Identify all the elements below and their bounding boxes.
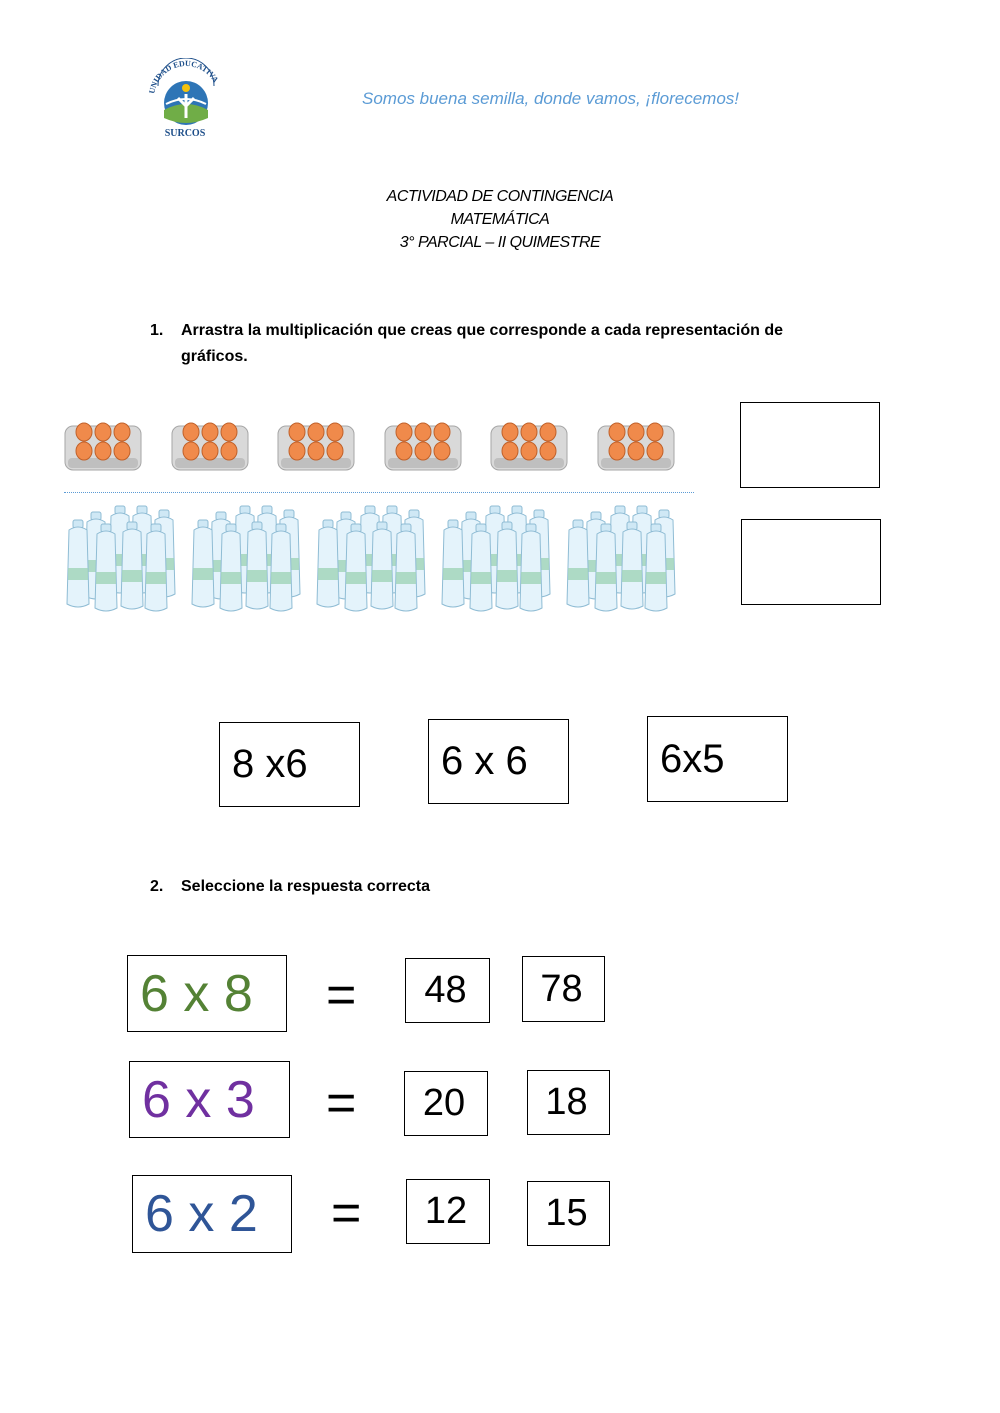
water-bottle-pack-icon (563, 502, 681, 612)
equals-sign: = (326, 1074, 357, 1132)
q1-text-line2: gráficos. (181, 348, 248, 365)
q2-number: 2. (150, 878, 164, 895)
water-bottle-pack-icon (313, 502, 431, 612)
q1-number: 1. (150, 322, 164, 339)
title-line-1: ACTIVIDAD DE CONTINGENCIA (386, 188, 614, 205)
expr-6x3: 6 x 3 (129, 1061, 290, 1138)
egg-tray-icon (277, 418, 355, 472)
egg-tray-icon (171, 418, 249, 472)
svg-text:UNIDAD EDUCATIVA: UNIDAD EDUCATIVA (148, 58, 221, 95)
drop-target-eggs[interactable] (740, 402, 880, 488)
q2-text: Seleccione la respuesta correcta (181, 878, 431, 895)
title-line-2: MATEMÁTICA (450, 211, 550, 228)
egg-tray-icon (384, 418, 462, 472)
water-bottle-pack-icon (188, 502, 306, 612)
answer-12[interactable]: 12 (406, 1179, 490, 1244)
drop-target-bottles[interactable] (741, 519, 881, 605)
answer-20[interactable]: 20 (404, 1071, 488, 1136)
equals-sign: = (326, 966, 357, 1024)
egg-tray-icon (490, 418, 568, 472)
egg-tray-icon (597, 418, 675, 472)
dotted-divider (64, 492, 694, 493)
equals-sign: = (331, 1184, 362, 1242)
logo-caption: SURCOS (164, 128, 206, 139)
motto-text: Somos buena semilla, donde vamos, ¡florecemos! (362, 89, 740, 108)
answer-15[interactable]: 15 (527, 1181, 610, 1246)
title-line-3: 3° PARCIAL – II QUIMESTRE (399, 234, 601, 251)
expr-6x2: 6 x 2 (132, 1175, 292, 1253)
option-8x6[interactable]: 8 x6 (219, 722, 360, 807)
water-bottle-pack-icon (438, 502, 556, 612)
water-bottle-pack-icon (63, 502, 181, 612)
expr-6x8: 6 x 8 (127, 955, 287, 1032)
answer-18[interactable]: 18 (527, 1070, 610, 1135)
option-6x6[interactable]: 6 x 6 (428, 719, 569, 804)
answer-48[interactable]: 48 (405, 958, 490, 1023)
q1-text-line1: Arrastra la multiplicación que creas que corresponde a cada representación de (181, 322, 783, 339)
answer-78[interactable]: 78 (522, 956, 605, 1022)
option-6x5[interactable]: 6x5 (647, 716, 788, 802)
egg-tray-icon (64, 418, 142, 472)
